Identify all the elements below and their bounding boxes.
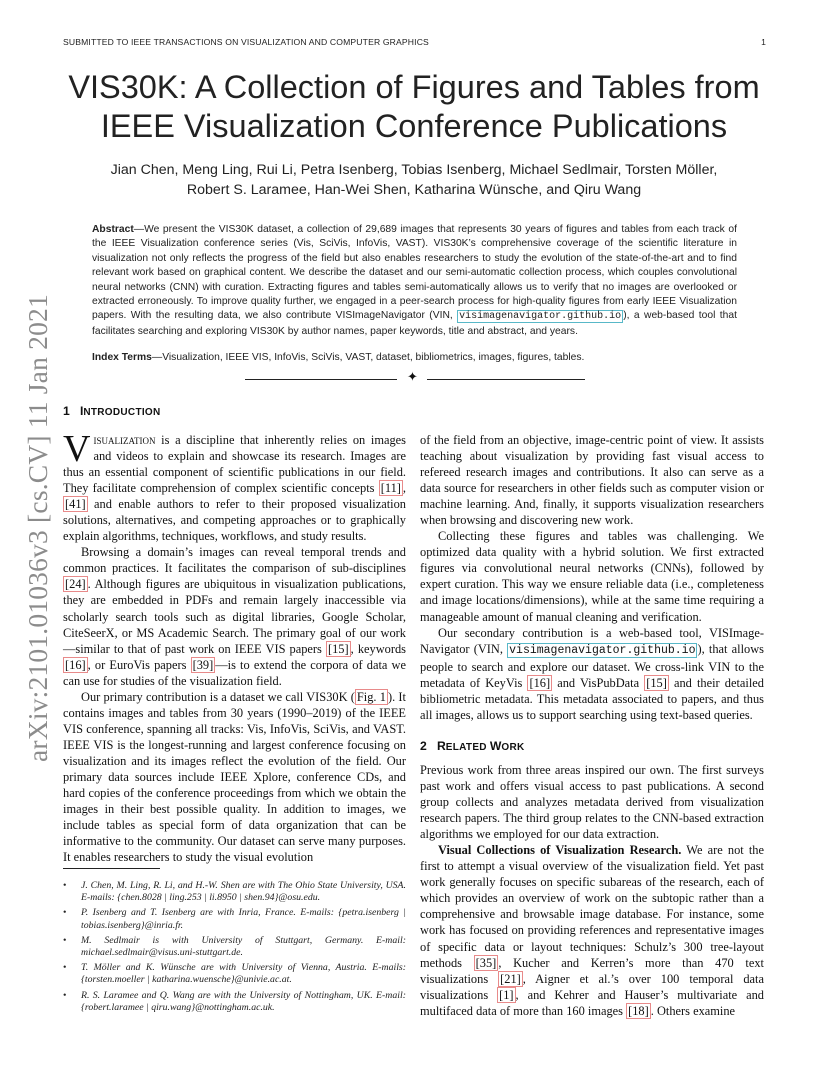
section-heading-introduction <box>63 404 161 418</box>
text-run: and their detailed bibliometric metadata. This metadata associated to papers, and thus all images, allows us to support searching using text-based queries. <box>420 675 764 722</box>
section-separator <box>245 370 585 385</box>
text-run: Our primary contribution is a dataset we call VIS30K ( <box>81 689 355 704</box>
footnote-text: P. Isenberg and T. Isenberg are with Inria, France. E-mails: {petra.isenberg | tobias.isenberg}@inria.fr. <box>81 907 406 931</box>
section-title-initial: I <box>79 404 84 418</box>
abstract-label: Abstract <box>92 224 134 235</box>
text-run: , keywords <box>350 641 407 656</box>
section-title-initial: R <box>436 739 446 753</box>
text-run: , <box>402 481 406 496</box>
abstract-text-1: —We present the VIS30K dataset, a collection of 29,689 images that represents 30 years of figures and tables from each track of the IEEE Visualization conference series (Vis, SciVis, InfoVis, VAST). VIS30K’s comprehensive coverage of the scientific literature in visualization not only reflects the progress of the field but also enables researchers to study the evolution of the state-of-the-art and to find relevant work based on graphical content. We describe the dataset and our semi-automatic collection process, which couples convolutional neural networks (CNN) with curation. Extracting figures and tables semi-automatically allows us to verify that no images are overlooked or extracted erroneously. To improve quality further, we engaged in a peer-search process for high-quality figures from early IEEE Visualization papers. With the resulting data, we also contribute VISImageNavigator (VIN, <box>92 224 737 322</box>
citation-link[interactable]: [21] <box>500 971 521 986</box>
section-heading-related-work <box>420 739 525 753</box>
citation-link[interactable]: [15] <box>646 675 667 690</box>
footnote-rule <box>63 868 160 869</box>
section-number: 2 <box>420 739 427 753</box>
index-terms-text: —Visualization, IEEE VIS, InfoVis, SciVis, VAST, dataset, bibliometrics, images, figures, tables. <box>151 352 585 363</box>
footnote-text: R. S. Laramee and Q. Wang are with the University of Nottingham, UK. E-mail: {robert.laramee | qiru.wang}@nottingham.ac.uk. <box>81 989 406 1013</box>
figure-link[interactable]: Fig. 1 <box>356 689 386 704</box>
citation-link[interactable]: [35] <box>475 955 497 970</box>
text-run: and VisPubData <box>552 675 645 690</box>
section-title-rest: NTRODUCTION <box>83 407 161 418</box>
venue-line: SUBMITTED TO IEEE TRANSACTIONS ON VISUALIZATION AND COMPUTER GRAPHICS <box>63 37 429 47</box>
section-number: 1 <box>63 404 70 418</box>
text-run: and enable authors to refer to their proposed visualization solutions, alternatives, and competing approaches or to graphically explain algorithms, techniques, workflows, and study results. <box>63 497 406 544</box>
intro-paragraph-1 <box>63 428 406 544</box>
footnote-text: T. Möller and K. Wünsche are with University of Vienna, Austria. E-mails: {torsten.moeller | katharina.wuensche}@univie.ac.at. <box>81 962 406 986</box>
affiliation-footnotes <box>63 880 406 1017</box>
paragraph-heading: Visual Collections of Visualization Research. <box>438 843 682 858</box>
text-run: Our secondary contribution is a web-based tool, VISImage-Navigator (VIN, <box>420 625 764 656</box>
citation-link[interactable]: [18] <box>628 1003 649 1018</box>
footnote-item <box>63 990 406 1014</box>
bullet-icon: • <box>63 907 67 919</box>
text-run: —is to extend the corpora of data we can use for studies of the visualization field. <box>63 657 406 688</box>
section-title-initial: W <box>489 739 502 753</box>
left-column-body <box>63 428 407 865</box>
text-run: , Aigner et al.’s over 100 temporal data visualizations <box>420 971 765 1002</box>
separator-line-left <box>245 379 397 380</box>
intro-paragraph-5: Collecting these figures and tables was challenging. We optimized data quality with a hybrid solution. We first extracted figures via convolutional neural networks (CNNs), followed by expert curation. This way we ensure reliable data (i.e., completeness and image locations/dimensions), while at the same time requiring a manageable amount of manual cleaning and verification. <box>420 529 764 624</box>
text-run: We are not the first to attempt a visual overview of the visualization field. Yet past work generally focuses on specific subareas of the research, each of which provides an overview of work on the subtopic rather than a comprehensive and browsable image database. For instance, some work has focused on providing references and representative images of specific data or layout techniques: Schulz’s 300 tree-layout methods <box>420 843 765 970</box>
text-run: , or EuroVis papers <box>87 657 191 672</box>
arxiv-identifier: arXiv:2101.01036v3 [cs.CV] 11 Jan 2021 <box>22 294 53 762</box>
footnote-item <box>63 880 406 904</box>
paper-title <box>40 68 788 146</box>
related-paragraph-2 <box>420 842 764 1019</box>
abstract-text-2: ), a web-based tool that facilitates searching and exploring VIS30K by author names, paper keywords, title and abstract, and years. <box>92 310 737 337</box>
text-run: . Others examine <box>650 1003 736 1018</box>
bullet-icon: • <box>63 880 67 891</box>
citation-link[interactable]: [11] <box>380 481 401 496</box>
footnote-item <box>63 935 406 959</box>
abstract-link[interactable]: visimagenavigator.github.io <box>459 311 622 323</box>
index-terms-label: Index Terms <box>92 352 152 363</box>
bullet-icon: • <box>63 934 67 946</box>
title-line-1: VIS30K: A Collection of Figures and Tables from <box>68 69 760 105</box>
abstract <box>92 223 737 339</box>
section-title-rest: ORK <box>501 742 525 753</box>
right-column-body <box>420 432 764 723</box>
intro-smallcaps: isualization <box>93 433 156 447</box>
text-run: , and Kehrer and Hauser’s multivariate and multifaced data of more than 160 images <box>420 987 764 1018</box>
footnote-text: J. Chen, M. Ling, R. Li, and H.-W. Shen are with The Ohio State University, USA. E-mails: {chen.8028 | ling.253 | li.8950 | shen.94}@osu.edu. <box>81 880 406 904</box>
footnote-item <box>63 907 406 931</box>
running-header <box>63 37 766 49</box>
text-run: Browsing a domain’s images can reveal temporal trends and common practices. It facilitates the comparison of sub-disciplines <box>63 545 406 576</box>
page-number: 1 <box>761 37 766 47</box>
intro-paragraph-2 <box>63 544 406 688</box>
text-run: , Kucher and Kerren’s more than 470 text visualizations <box>420 955 764 986</box>
related-paragraph-1: Previous work from three areas inspired our own. The first surveys past work and offers visual access to past publications. A second group collects and analyzes metadata derived from visualization research papers. The third group relates to the CNN-based extraction algorithms we employed for our data extraction. <box>420 763 764 842</box>
citation-link[interactable]: [24] <box>65 577 86 592</box>
citation-link[interactable]: [39] <box>192 657 214 672</box>
index-terms <box>92 351 737 365</box>
intro-paragraph-6 <box>420 625 764 723</box>
authors-line-1: Jian Chen, Meng Ling, Rui Li, Petra Isenberg, Tobias Isenberg, Michael Sedlmair, Torsten Möller, <box>110 162 718 178</box>
authors-line-2: Robert S. Laramee, Han-Wei Shen, Katharina Wünsche, and Qiru Wang <box>186 182 642 198</box>
intro-paragraph-4: of the field from an objective, image-centric point of view. It assists teaching about visualization by providing fast visual access to refereed research images and contributions. It also can serve as a data source for researchers in other fields such as computer vision or machine learning. And, finally, it supports visualization researchers when browsing and discovering new work. <box>420 433 764 528</box>
footnote-item <box>63 962 406 986</box>
separator-line-right <box>427 379 585 380</box>
related-work-body <box>420 762 764 1019</box>
footnote-text: M. Sedlmair is with University of Stuttgart, Germany. E-mail: michael.sedlmair@visus.uni-stuttgart.de. <box>81 934 406 959</box>
text-run: ). It contains images and tables from 30 years (1990–2019) of the IEEE VIS conference, spanning all tracks: Vis, InfoVis, SciVis, and VAST. IEEE VIS is the longest-running and largest conference focusing on visualization and its images reflect the evolution of the field. Our primary data sources include IEEE Xplore, conference CDs, and hard copies of the conference proceedings from which we obtain the images in their best possible quality. In addition to images, we include tables as special form of data organization that can be informative to the community. Our dataset can serve many purposes. It enables researchers to study the visual evolution <box>63 689 406 865</box>
bullet-icon: • <box>63 989 67 1001</box>
citation-link[interactable]: [16] <box>65 657 86 672</box>
bullet-icon: • <box>63 962 67 974</box>
author-list <box>40 160 788 200</box>
citation-link[interactable]: [16] <box>529 675 551 690</box>
text-run: is a discipline that inherently relies on images and videos to explain and showcase its research. Images are thus an essential component of scientific publications in our field. They facilitate comprehension of complex scientific concepts <box>63 433 406 496</box>
title-line-2: IEEE Visualization Conference Publications <box>100 108 728 144</box>
text-run: . Although figures are ubiquitous in visualization publications, they are embedded in PDFs and remain largely inaccessible via scholarly search tools such as digital libraries, Google Scholar, CiteSeerX, or MS Academic Search. The primary goal of our work—similar to that of past work on IEEE VIS papers <box>63 577 406 656</box>
text-run: ), that allows people to search and explore our dataset. We cross-link VIN to the metadata of KeyVis <box>420 641 764 690</box>
intro-paragraph-3 <box>63 689 406 866</box>
citation-link[interactable]: [15] <box>327 641 349 656</box>
arxiv-stamp <box>22 292 62 762</box>
separator-star-icon: ✦ <box>407 370 418 385</box>
section-title-rest: ELATED <box>445 742 490 753</box>
drop-cap: V <box>63 428 91 470</box>
citation-link[interactable]: [1] <box>499 987 514 1002</box>
citation-link[interactable]: [41] <box>65 497 86 512</box>
vin-link[interactable]: visimagenavigator.github.io <box>509 643 696 657</box>
